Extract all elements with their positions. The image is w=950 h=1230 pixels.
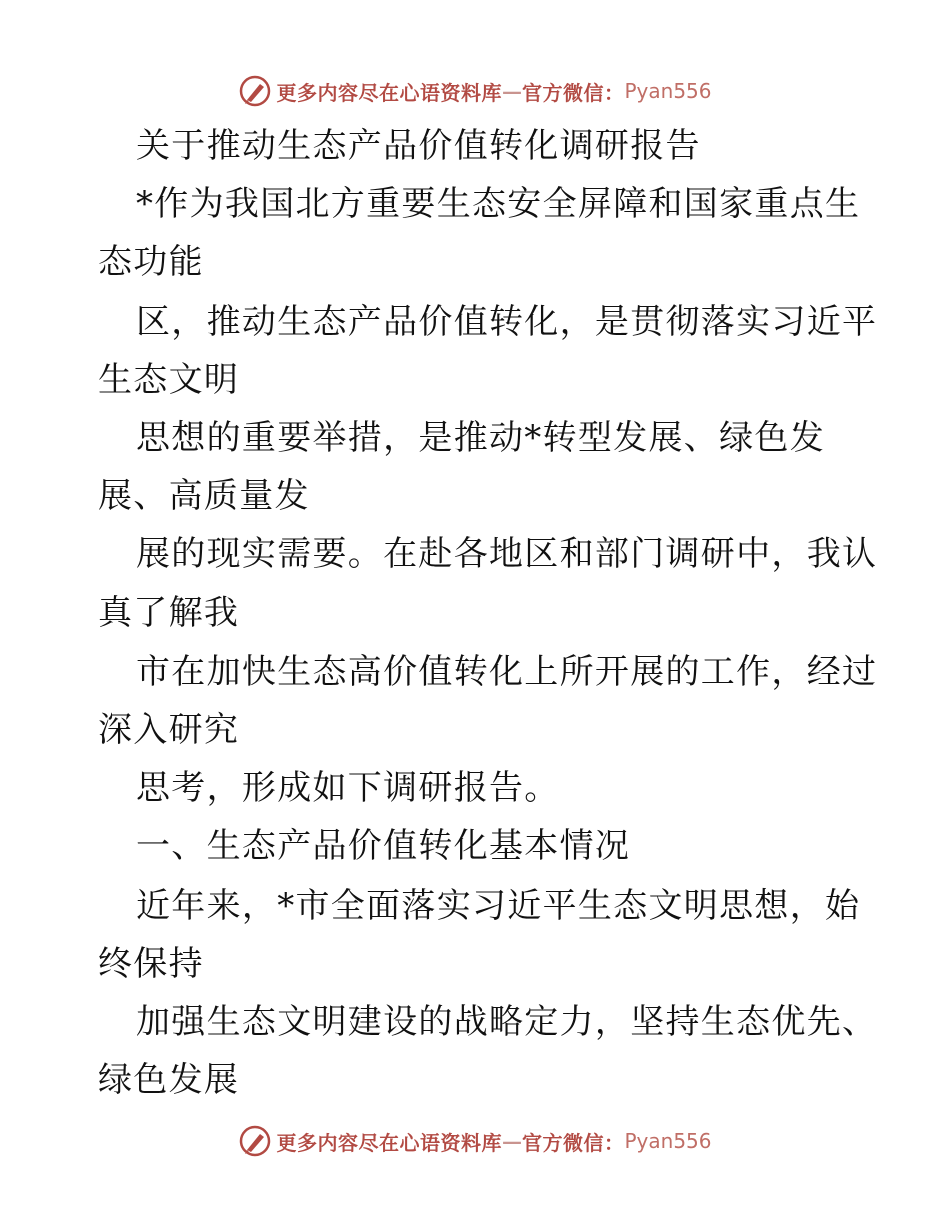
doc-line: 绿色发展 (98, 1060, 240, 1100)
banner-wechat-label: 官方微信： (521, 80, 625, 105)
doc-line: 思想的重要举措，是推动*转型发展、绿色发 (136, 418, 825, 458)
doc-line: 展的现实需要。在赴各地区和部门调研中，我认 (136, 534, 878, 574)
banner-separator: — (501, 79, 522, 103)
footer-banner (0, 1121, 950, 1161)
pen-logo-icon (238, 1124, 272, 1158)
doc-line: 深入研究 (98, 710, 240, 750)
doc-line: 生态文明 (98, 360, 240, 400)
doc-line: 终保持 (98, 944, 204, 984)
doc-title: 关于推动生态产品价值转化调研报告 (136, 126, 701, 166)
doc-line: 近年来，*市全面落实习近平生态文明思想，始 (136, 886, 861, 926)
doc-section-heading: 一、生态产品价值转化基本情况 (136, 826, 631, 866)
banner-separator: — (501, 1129, 522, 1153)
doc-line: 加强生态文明建设的战略定力，坚持生态优先、 (136, 1002, 878, 1042)
doc-line: 展、高质量发 (98, 476, 310, 516)
doc-line: 市在加快生态高价值转化上所开展的工作，经过 (136, 652, 878, 692)
banner-main-text: 更多内容尽在心语资料库 (276, 1130, 502, 1155)
banner-wechat-id: Pyan556 (624, 1129, 712, 1153)
doc-line: *作为我国北方重要生态安全屏障和国家重点生 (136, 184, 861, 224)
pen-logo-icon (238, 74, 272, 108)
doc-line: 区，推动生态产品价值转化，是贯彻落实习近平 (136, 302, 878, 342)
banner-wechat-label: 官方微信： (521, 1130, 625, 1155)
doc-line: 思考，形成如下调研报告。 (136, 768, 560, 808)
banner-main-text: 更多内容尽在心语资料库 (276, 80, 502, 105)
header-banner (0, 71, 950, 111)
doc-line: 态功能 (98, 242, 204, 282)
doc-line: 真了解我 (98, 593, 240, 633)
banner-wechat-id: Pyan556 (624, 79, 712, 103)
